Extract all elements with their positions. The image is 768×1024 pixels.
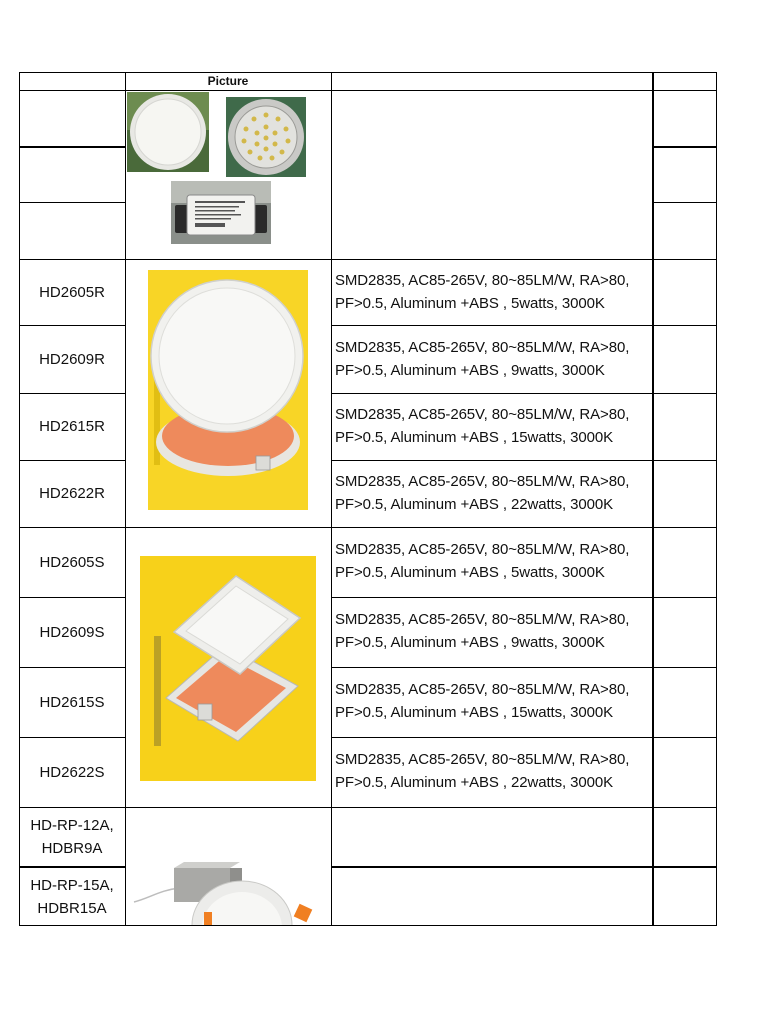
spec-line: SMD2835, AC85-265V, 80~85LM/W, RA>80, bbox=[335, 611, 630, 628]
spec-line: SMD2835, AC85-265V, 80~85LM/W, RA>80, bbox=[335, 272, 630, 289]
spec-description bbox=[331, 403, 655, 449]
led-driver-box-photo bbox=[171, 181, 271, 244]
round-panel-light-with-orange-back-photo bbox=[148, 270, 308, 510]
spec-line: PF>0.5, Aluminum +ABS , 5watts, 3000K bbox=[335, 564, 605, 581]
model-code: HD2605R bbox=[39, 283, 105, 301]
spec-line: PF>0.5, Aluminum +ABS , 15watts, 3000K bbox=[335, 704, 614, 721]
spec-description bbox=[331, 608, 655, 654]
model-code-line: HDBR9A bbox=[41, 839, 103, 857]
spec-line: SMD2835, AC85-265V, 80~85LM/W, RA>80, bbox=[335, 473, 630, 490]
model-code: HD2609S bbox=[39, 623, 105, 641]
spec-description bbox=[331, 470, 655, 516]
model-code: HD2622R bbox=[39, 485, 105, 502]
spec-description bbox=[331, 748, 655, 794]
spec-line: PF>0.5, Aluminum +ABS , 9watts, 3000K bbox=[335, 362, 605, 379]
spec-description bbox=[331, 678, 655, 724]
spec-line: PF>0.5, Aluminum +ABS , 15watts, 3000K bbox=[335, 429, 614, 446]
spec-line: SMD2835, AC85-265V, 80~85LM/W, RA>80, bbox=[335, 681, 630, 698]
model-code-line: HDBR15A bbox=[37, 899, 107, 917]
recessed-panel-with-junction-box-photo bbox=[130, 862, 326, 925]
model-code: HD2615S bbox=[39, 693, 105, 711]
spec-line: PF>0.5, Aluminum +ABS , 9watts, 3000K bbox=[335, 634, 605, 651]
spec-line: SMD2835, AC85-265V, 80~85LM/W, RA>80, bbox=[335, 406, 630, 423]
column-header-picture: Picture bbox=[207, 73, 249, 88]
model-code: HD2609R bbox=[39, 350, 105, 368]
model-code: HD2622S bbox=[39, 763, 105, 781]
round-panel-light-back-leds-photo bbox=[226, 97, 306, 177]
model-code-line: HD-RP-15A, bbox=[30, 876, 114, 894]
spec-line: SMD2835, AC85-265V, 80~85LM/W, RA>80, bbox=[335, 339, 630, 356]
square-panel-light-with-orange-back-photo bbox=[140, 556, 316, 781]
spec-line: PF>0.5, Aluminum +ABS , 5watts, 3000K bbox=[335, 295, 605, 312]
model-code: HD2605S bbox=[39, 553, 105, 571]
model-code: HD2615R bbox=[39, 418, 105, 435]
spec-description bbox=[331, 269, 655, 315]
spec-line: PF>0.5, Aluminum +ABS , 22watts, 3000K bbox=[335, 496, 614, 513]
model-code bbox=[19, 807, 125, 866]
spec-line: SMD2835, AC85-265V, 80~85LM/W, RA>80, bbox=[335, 751, 630, 768]
spec-description bbox=[331, 336, 655, 382]
round-panel-light-front-photo bbox=[127, 92, 209, 172]
spec-line: PF>0.5, Aluminum +ABS , 22watts, 3000K bbox=[335, 774, 614, 791]
model-code-line: HD-RP-12A, bbox=[30, 816, 114, 834]
model-code bbox=[19, 868, 125, 925]
spec-line: SMD2835, AC85-265V, 80~85LM/W, RA>80, bbox=[335, 541, 630, 558]
spec-description bbox=[331, 538, 655, 584]
